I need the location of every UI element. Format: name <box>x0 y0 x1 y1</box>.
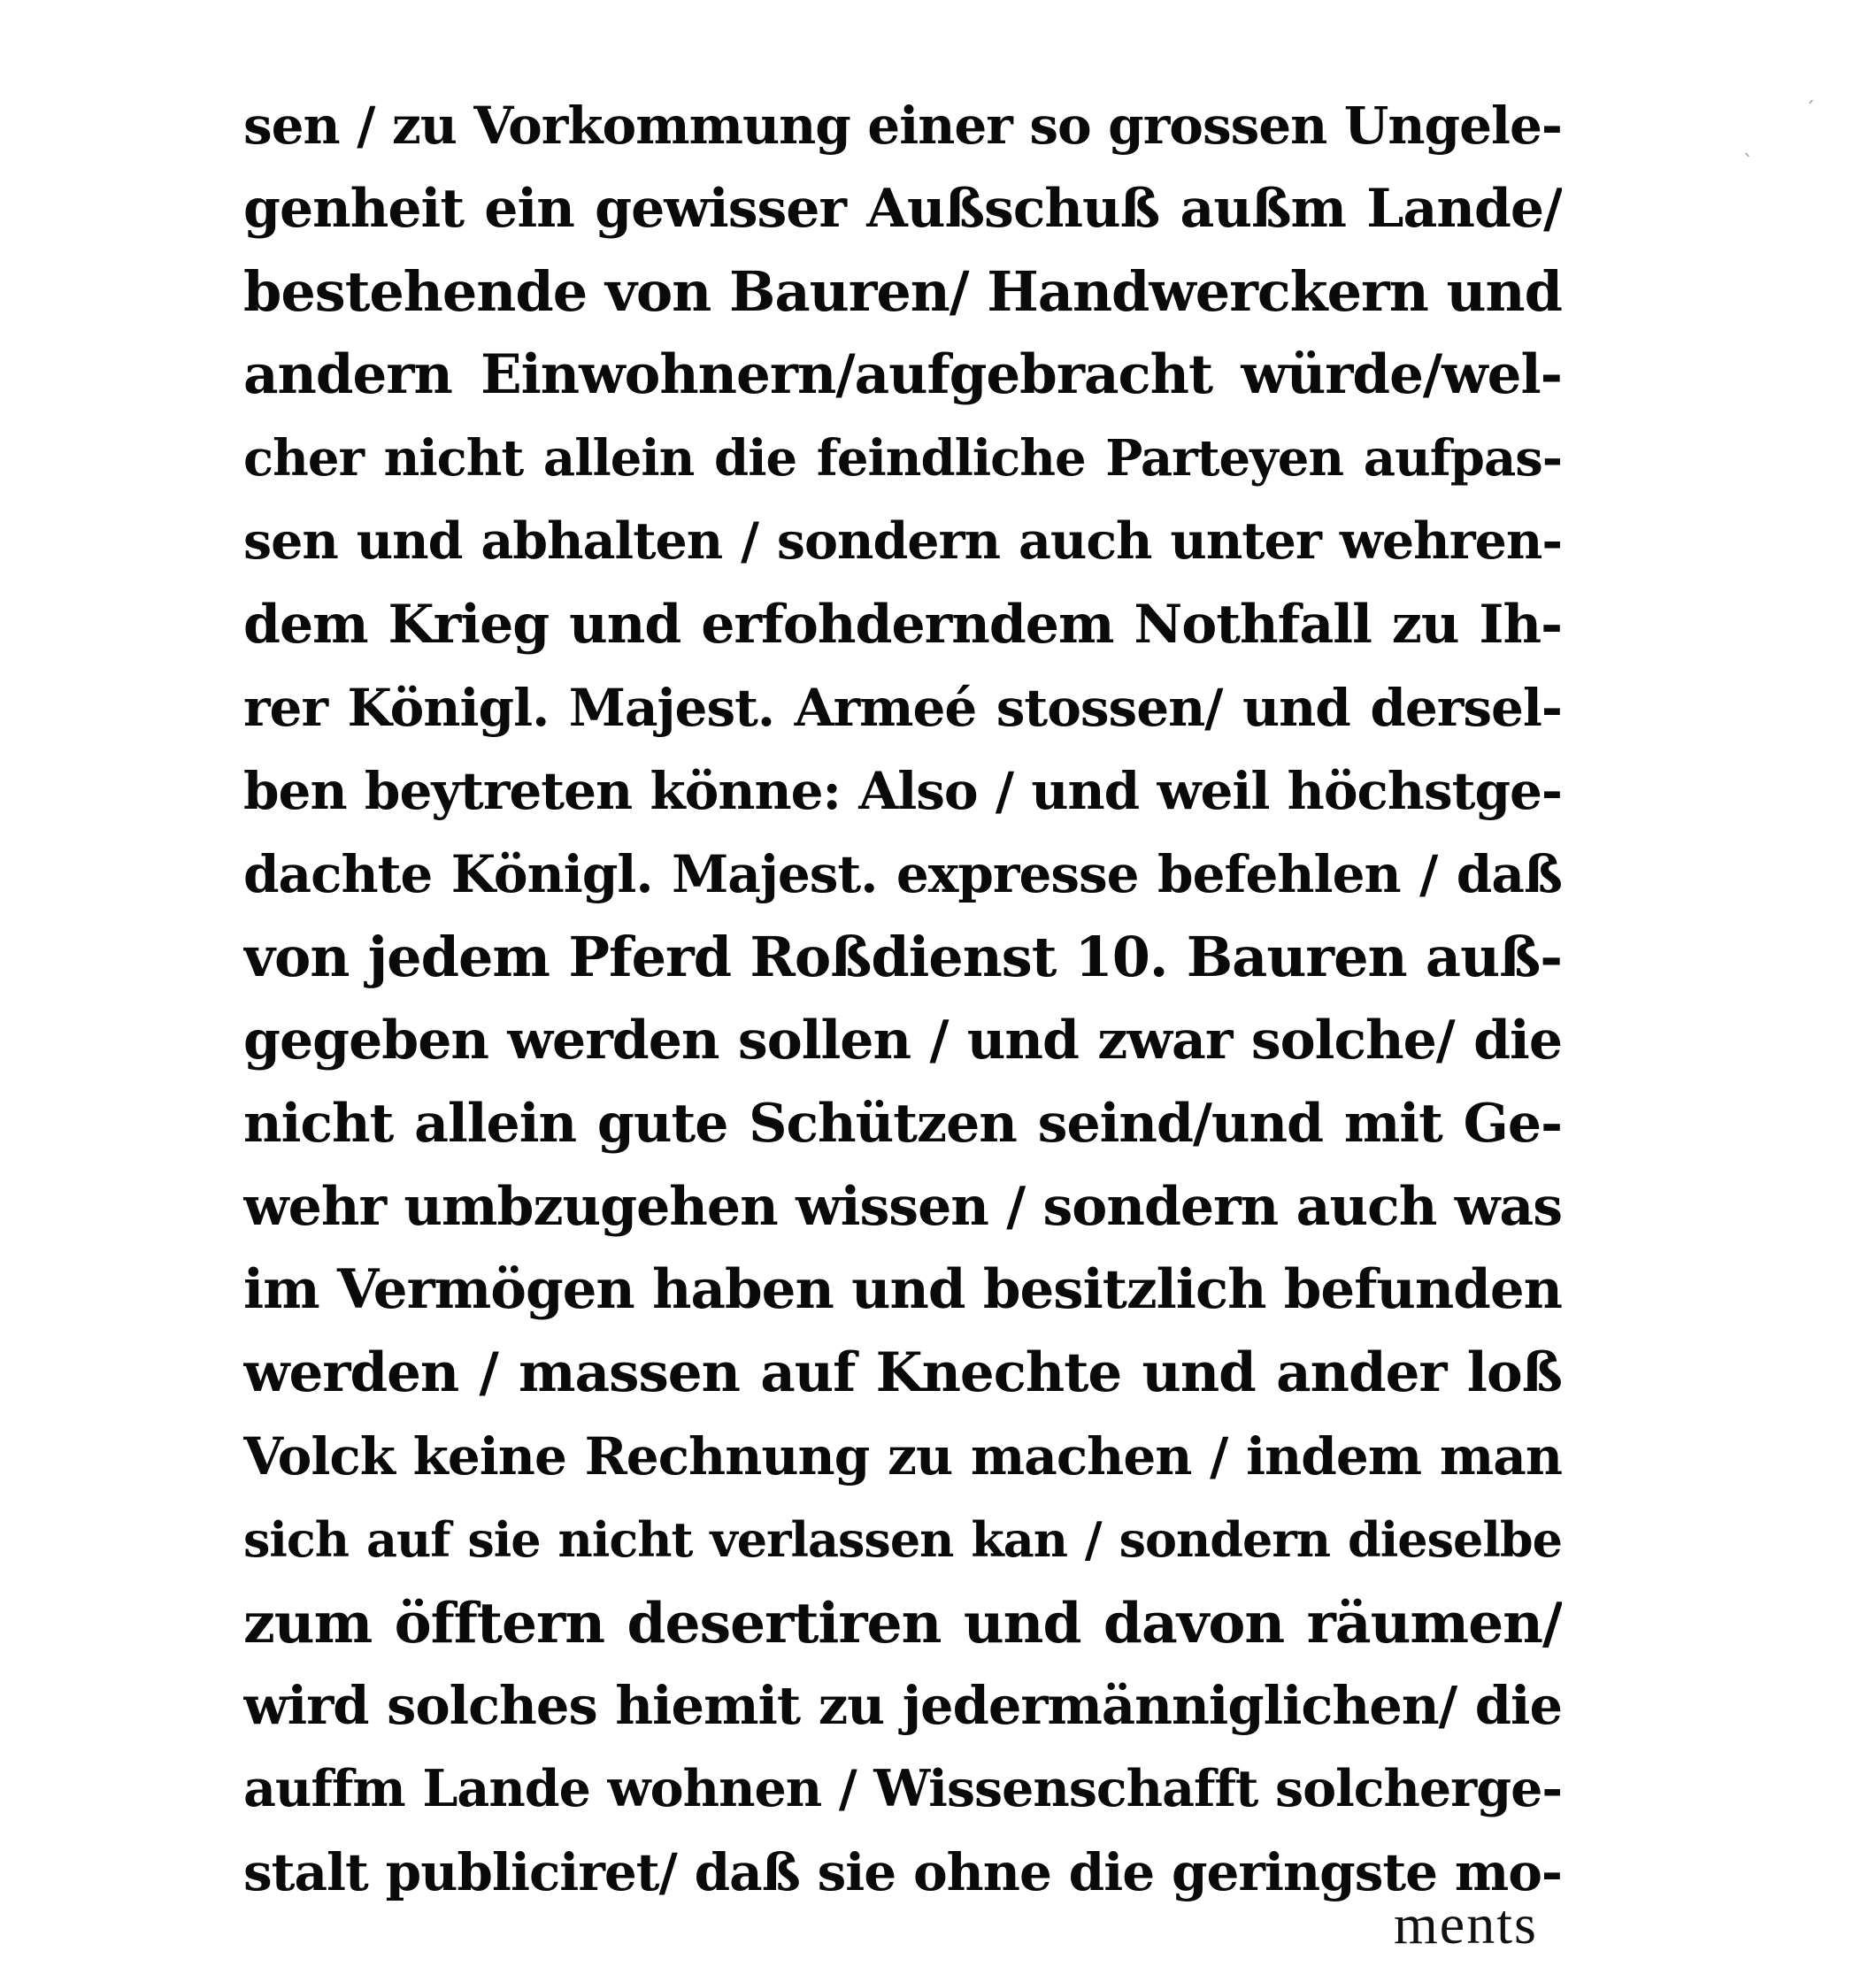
text-line: sen und abhalten / sondern auch unter wehren- <box>243 511 1562 571</box>
text-line: genheit ein gewisser Außschuß außm Lande/ <box>243 178 1562 240</box>
text-line: Volck keine Rechnung zu machen / indem man <box>243 1426 1562 1486</box>
text-line: stalt publiciret/ daß sie ohne die geringste mo- <box>243 1842 1562 1902</box>
text-line: ben beytreten könne: Also / und weil höchstge- <box>243 761 1562 821</box>
text-line: nicht allein gute Schützen seind/und mit Ge- <box>243 1093 1562 1155</box>
text-line: gegeben werden sollen / und zwar solche/ die <box>243 1010 1562 1072</box>
text-line: sen / zu Vorkommung einer so grossen Ungele- <box>243 96 1562 156</box>
catchword: ments <box>1394 1893 1538 1955</box>
text-line: cher nicht allein die feindliche Parteyen aufpas- <box>243 429 1562 488</box>
text-line: dachte Königl. Majest. expresse befehlen / daß <box>243 844 1562 904</box>
text-line: andern Einwohnern/aufgebracht würde/wel- <box>243 343 1562 406</box>
text-line: von jedem Pferd Roßdienst 10. Bauren auß- <box>243 925 1562 989</box>
text-line: zum öfftern desertiren und davon räumen/ <box>243 1590 1562 1656</box>
margin-speck: ` <box>1743 152 1753 174</box>
text-line: bestehende von Bauren/ Handwerckern und <box>243 259 1562 324</box>
margin-speck: ´ <box>1805 99 1815 121</box>
text-line: werden / massen auf Knechte und ander loß <box>243 1341 1562 1404</box>
text-line: wehr umbzugehen wissen / sondern auch was <box>243 1176 1562 1238</box>
text-line: dem Krieg und erfohderndem Nothfall zu Ih- <box>243 594 1562 656</box>
text-line: wird solches hiemit zu jedermänniglichen/ die <box>243 1675 1562 1736</box>
text-line: sich auf sie nicht verlassen kan / sondern dieselbe <box>243 1511 1562 1568</box>
text-line: auffm Lande wohnen / Wissenschafft solcherge- <box>243 1759 1562 1818</box>
text-line: rer Königl. Majest. Armeé stossen/ und dersel- <box>243 678 1562 738</box>
body-text <box>243 84 1562 1914</box>
text-line: im Vermögen haben und besitzlich befunden <box>243 1258 1562 1321</box>
